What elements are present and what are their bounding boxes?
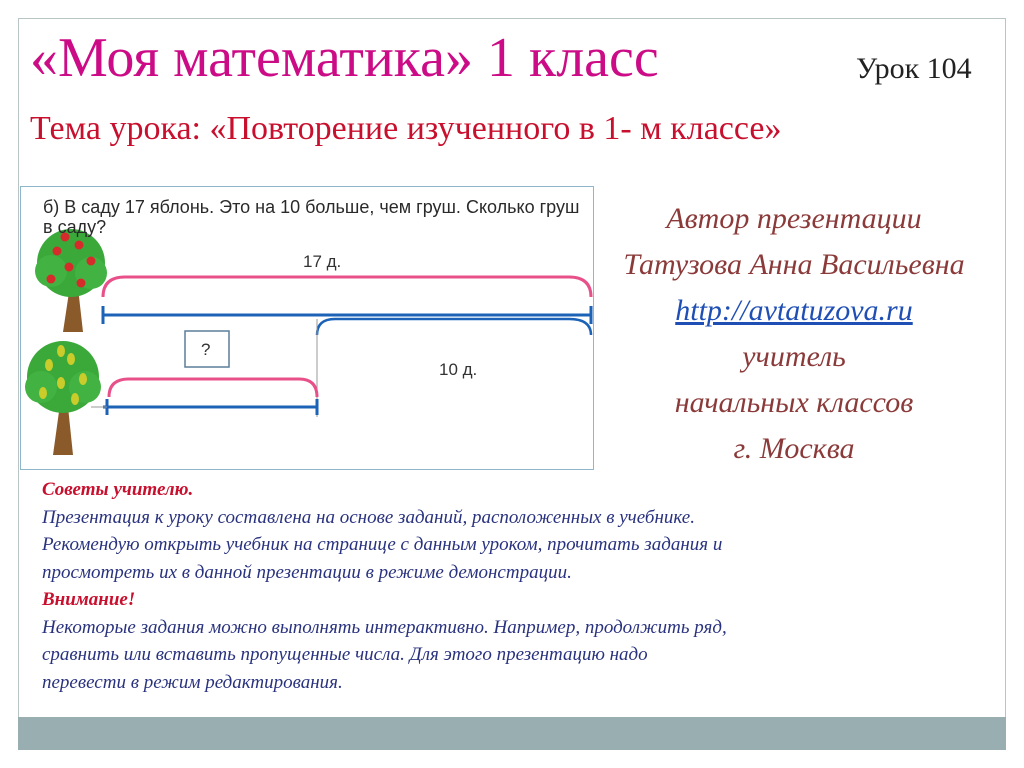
author-website-link[interactable]: http://avtatuzova.ru bbox=[675, 294, 913, 327]
author-name: Татузова Анна Васильевна bbox=[623, 248, 965, 281]
advice-line: просмотреть их в данной презентации в режиме демонстрации. bbox=[42, 561, 572, 583]
total-segment bbox=[103, 306, 591, 324]
pears-segment bbox=[91, 399, 317, 415]
difference-label: 10 д. bbox=[439, 360, 478, 379]
author-caption: Автор презентации bbox=[666, 202, 922, 235]
difference-brace bbox=[317, 319, 591, 335]
lesson-topic: Тема урока: «Повторение изученного в 1- м классе» bbox=[30, 110, 782, 147]
teacher-advice bbox=[42, 476, 992, 696]
advice-line: сравнить или вставить пропущенные числа. Для этого презентацию надо bbox=[42, 644, 648, 665]
advice-heading: Советы учителю. bbox=[42, 479, 194, 500]
advice-line: Рекомендую открыть учебник на странице с данным уроком, прочитать задания и bbox=[42, 534, 723, 555]
advice-line: Презентация к уроку составлена на основе заданий, расположенных в учебнике. bbox=[42, 506, 695, 528]
author-role: учитель bbox=[742, 340, 846, 373]
author-role-detail: начальных классов bbox=[674, 386, 914, 419]
lesson-number: Урок 104 bbox=[856, 52, 972, 85]
task-text: б) В саду 17 яблонь. Это на 10 больше, чем груш. Сколько груш в саду? bbox=[43, 197, 580, 237]
author-city: г. Москва bbox=[733, 432, 855, 465]
total-label: 17 д. bbox=[303, 252, 342, 271]
advice-line: Некоторые задания можно выполнять интерактивно. Например, продолжить ряд, bbox=[42, 616, 727, 638]
bottom-bar bbox=[18, 717, 1006, 750]
total-brace bbox=[103, 277, 591, 297]
attention-heading: Внимание! bbox=[42, 589, 136, 610]
pears-brace bbox=[109, 379, 317, 397]
pear-tree-icon bbox=[25, 341, 101, 455]
slide-title: «Моя математика» 1 класс bbox=[30, 27, 659, 89]
svg-text:?: ? bbox=[201, 340, 211, 359]
author-block bbox=[596, 196, 992, 472]
advice-line: перевести в режим редактирования. bbox=[42, 671, 343, 693]
apple-tree-icon bbox=[35, 229, 107, 332]
textbook-task-image bbox=[20, 186, 594, 470]
